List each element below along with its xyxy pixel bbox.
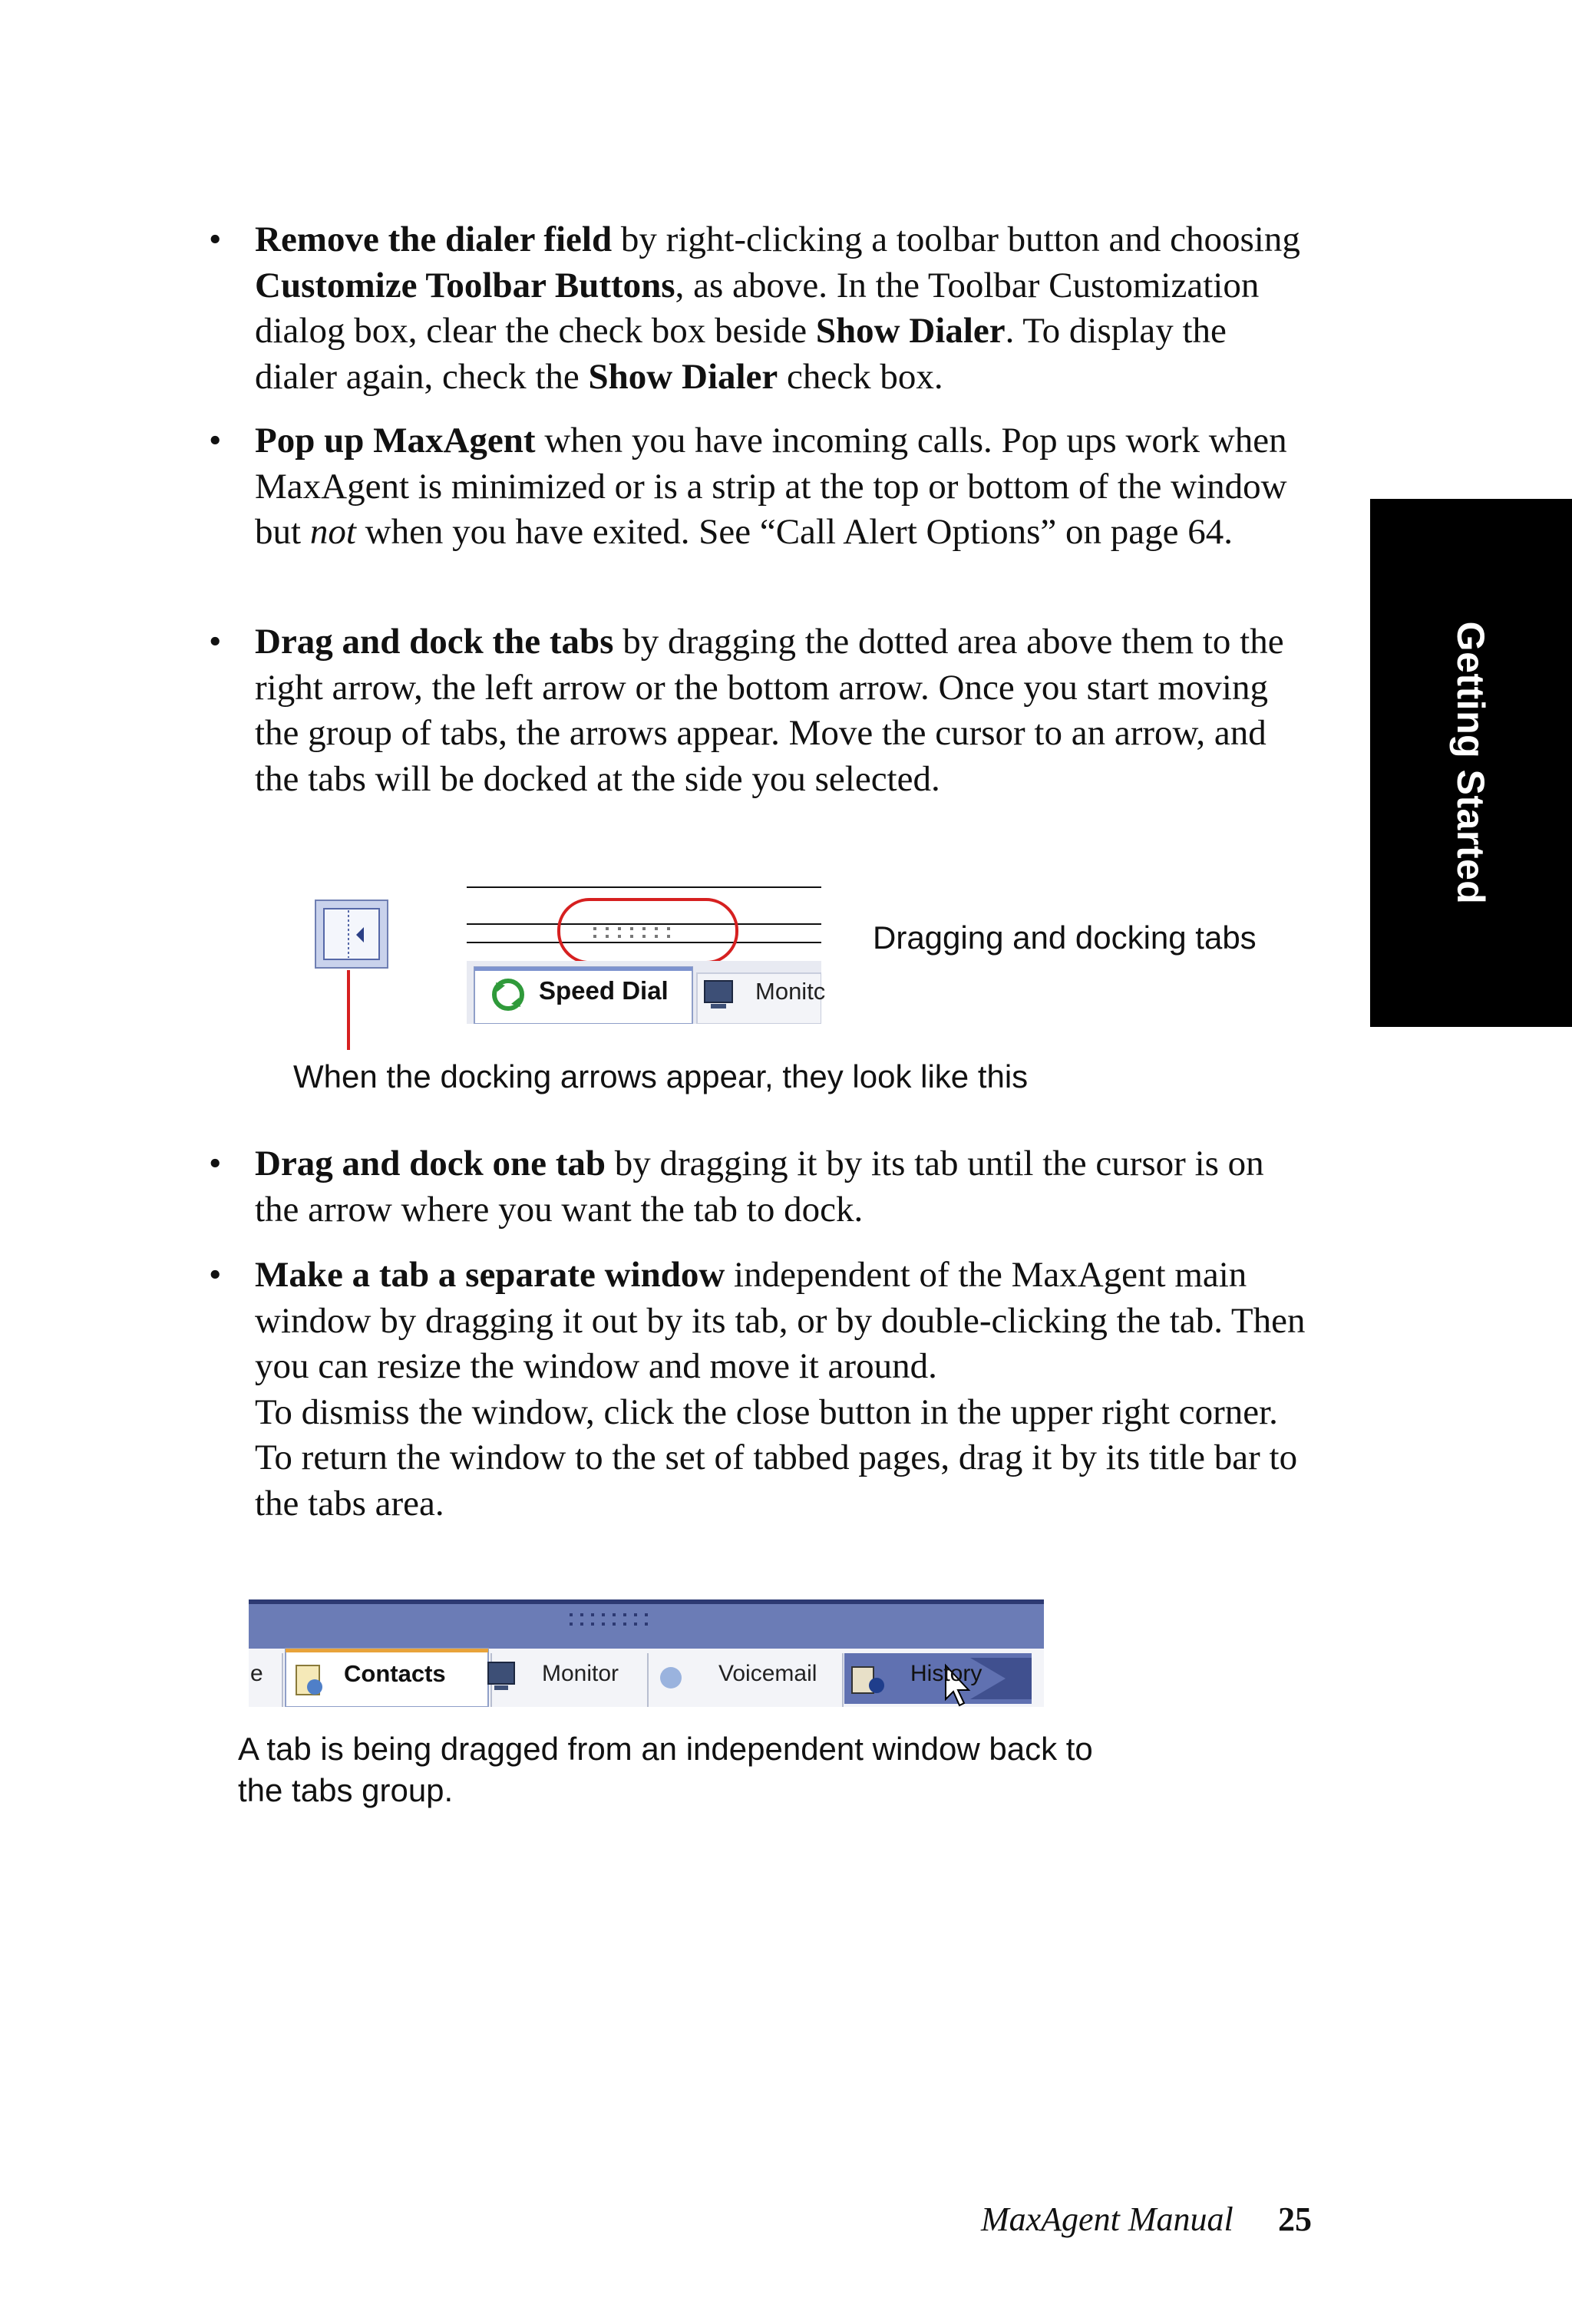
- figure2-caption: A tab is being dragged from an independent window back to the tabs group.: [238, 1731, 1093, 1808]
- chapter-label: Getting Started: [1449, 621, 1492, 905]
- tabs-screenshot: [467, 881, 826, 1024]
- bullet-text: Pop up MaxAgent when you have incoming calls. Pop ups work when MaxAgent is minimized or is a strip at the top or bottom of the window but not when you have exited. See “Call Alert Options” on page 64.: [255, 421, 1287, 552]
- docking-arrow-icon: [315, 900, 388, 969]
- tab-contacts-label: Contacts: [344, 1660, 446, 1687]
- tab-history-label: History: [910, 1661, 982, 1686]
- bullet-item: • Remove the dialer field by right-clicking a toolbar button and choosing Customize Toolbar Buttons, as above. In the Toolbar Customization dialog box, clear the check box beside Show Dialer. To display the dialer again, check the Show Dialer check box.: [255, 217, 1314, 400]
- bullet-text: Make a tab a separate window independent of the MaxAgent main window by dragging it out by its tab, or by double-clicking the tab. Then you can resize the window and move it around. To dismiss the window, click the close button in the upper right corner. To return the window to the set of tabbed pages, drag it by its title bar to the tabs area.: [255, 1255, 1306, 1523]
- bullet-item: • Drag and dock one tab by dragging it by its tab until the cursor is on the arrow where you want the tab to dock.: [255, 1141, 1314, 1233]
- docking-arrow-figure: [315, 900, 388, 969]
- pointer-line: [347, 970, 350, 1050]
- bullet-text: Drag and dock the tabs by dragging the dotted area above them to the right arrow, the left arrow or the bottom arrow. Once you start moving the group of tabs, the arrows appear. Move the cursor to an arrow, and the tabs will be docked at the side you selected.: [255, 622, 1284, 799]
- tab-monitor-label: Monitor: [542, 1661, 619, 1686]
- tab-monitor-label: Monitc: [755, 978, 826, 1005]
- chapter-sidebar: [1370, 499, 1572, 1027]
- tab-speed-dial-label: Speed Dial: [539, 976, 669, 1005]
- bullet-text: Drag and dock one tab by dragging it by its tab until the cursor is on the arrow where you want the tab to dock.: [255, 1144, 1264, 1230]
- tab-voicemail-label: Voicemail: [718, 1661, 817, 1686]
- page-number: 25: [1278, 2200, 1312, 2238]
- figure-caption-right: Dragging and docking tabs: [873, 919, 1257, 956]
- footer-manual-title: MaxAgent Manual: [981, 2200, 1233, 2238]
- bullet-item: • Make a tab a separate window independent of the MaxAgent main window by dragging it out by its tab, or by double-clicking the tab. Then you can resize the window and move it around. To dismiss the window, click the close button in the upper right corner. To return the window to the set of tabbed pages, drag it by its title bar to the tabs area.: [255, 1253, 1314, 1527]
- bullet-item: • Drag and dock the tabs by dragging the dotted area above them to the right arrow, the left arrow or the bottom arrow. Once you start moving the group of tabs, the arrows appear. Move the cursor to an arrow, and the tabs will be docked at the side you selected.: [255, 619, 1314, 802]
- bullet-text: Remove the dialer field by right-clicking a toolbar button and choosing Customize Toolbar Buttons, as above. In the Toolbar Customization dialog box, clear the check box beside Show Dialer. To display the dialer again, check the Show Dialer check box.: [255, 220, 1300, 397]
- figure-caption-below: When the docking arrows appear, they look like this: [293, 1058, 1029, 1094]
- tab-drag-screenshot: [249, 1599, 1044, 1707]
- tab-strip-illustration: [249, 1599, 1044, 1707]
- tab-partial-left-label: e: [250, 1661, 263, 1686]
- bullet-item: • Pop up MaxAgent when you have incoming calls. Pop ups work when MaxAgent is minimized or is a strip at the top or bottom of the window but not when you have exited. See “Call Alert Options” on page 64.: [255, 418, 1314, 556]
